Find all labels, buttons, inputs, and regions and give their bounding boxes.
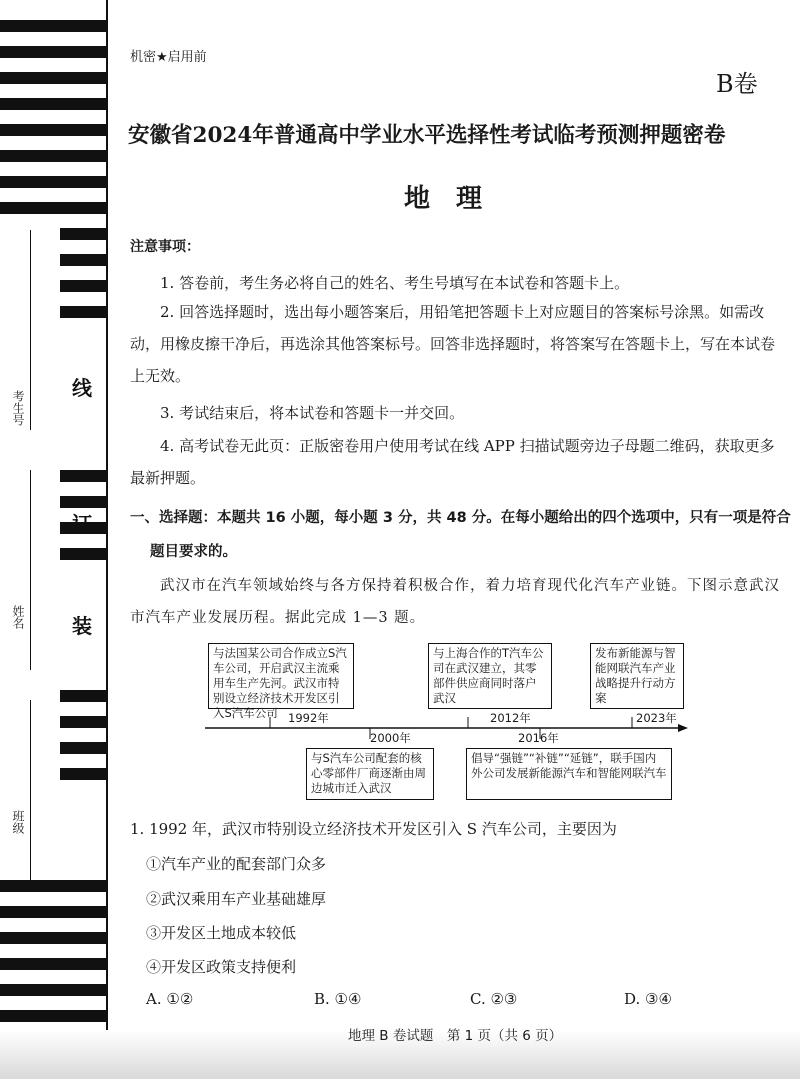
binding-stripe [0, 932, 106, 944]
year-1992: 1992年 [288, 711, 329, 725]
note-item-1: 1. 答卷前，考生务必将自己的姓名、考生号填写在本试卷和答题卡上。 [160, 274, 630, 292]
binding-stripe [60, 280, 106, 292]
binding-rule [30, 470, 31, 670]
binding-stripe [60, 742, 106, 754]
binding-stripe [0, 124, 106, 136]
exam-number-label: 考生号 [11, 390, 25, 426]
year-2016: 2016年 [518, 731, 559, 745]
binding-stripe [60, 228, 106, 240]
event-box-1992: 与法国某公司合作成立S汽车公司，开启武汉主流乘用车生产先河。武汉市特别设立经济技术开发区引入S汽车公司 [208, 643, 354, 709]
question-1-stem: 1. 1992 年，武汉市特别设立经济技术开发区引入 S 汽车公司，主要因为 [130, 820, 617, 838]
intro-line-2: 市汽车产业发展历程。据此完成 1—3 题。 [130, 610, 426, 626]
year-2000: 2000年 [370, 731, 411, 745]
binding-stripe [0, 46, 106, 58]
binding-margin [0, 0, 112, 1079]
note-item-2: 2. 回答选择题时，选出每小题答案后，用铅笔把答题卡上对应题目的答案标号涂黑。如需改动，用橡皮擦干净后，再选涂其他答案标号。回答非选择题时，将答案写在答题卡上，写在本试卷上无效。 [130, 303, 776, 385]
question-1-item-1: ①汽车产业的配套部门众多 [146, 855, 327, 873]
name-label: 姓名 [11, 605, 25, 629]
binding-stripe [0, 984, 106, 996]
event-box-2023: 发布新能源与智能网联汽车产业战略提升行动方案 [590, 643, 684, 709]
binding-stripe [60, 254, 106, 266]
question-1-item-4: ④开发区政策支持便利 [146, 958, 297, 976]
question-1-item-2: ②武汉乘用车产业基础雄厚 [146, 890, 327, 908]
binding-stripe [0, 72, 106, 84]
binding-stripe [0, 176, 106, 188]
event-box-2012: 与上海合作的T汽车公司在武汉建立，其零部件供应商同时落户武汉 [428, 643, 552, 709]
binding-char-bind: 订 [72, 512, 92, 536]
binding-stripe [60, 470, 106, 482]
binding-stripe [0, 202, 106, 214]
binding-stripe [60, 548, 106, 560]
secret-label: 机密★启用前 [130, 50, 207, 65]
paper-version: B卷 [716, 70, 758, 98]
binding-rule [30, 230, 31, 430]
binding-stripe [60, 768, 106, 780]
year-2023: 2023年 [636, 711, 677, 725]
option-b[interactable]: B. ①④ [314, 990, 362, 1008]
binding-stripe [0, 20, 106, 32]
binding-stripe [0, 150, 106, 162]
event-box-2016: 倡导“强链”“补链”“延链”，联手国内外公司发展新能源汽车和智能网联汽车 [466, 748, 672, 800]
class-label: 班级 [11, 810, 25, 834]
note-item-4: 4. 高考试卷无此页：正版密卷用户使用考试在线 APP 扫描试题旁边子母题二维码，获取更多最新押题。 [130, 437, 775, 487]
binding-stripe [60, 690, 106, 702]
notes-heading: 注意事项： [130, 239, 200, 255]
subject-title: 地 理 [404, 184, 483, 214]
event-box-2000: 与S汽车公司配套的核心零部件厂商逐渐由周边城市迁入武汉 [306, 748, 434, 800]
section-heading-cont: 题目要求的。 [150, 544, 237, 560]
section-heading: 一、选择题：本题共 16 小题，每小题 3 分，共 48 分。在每小题给出的四个选项中，只有一项是符合 [130, 510, 791, 526]
exam-title: 安徽省2024年普通高中学业水平选择性考试临考预测押题密卷 [128, 123, 726, 148]
binding-stripe [0, 958, 106, 970]
binding-char-install: 装 [72, 614, 92, 638]
binding-stripe [0, 880, 106, 892]
intro-line-1: 武汉市在汽车领域始终与各方保持着积极合作，着力培育现代化汽车产业链。下图示意武汉 [160, 578, 780, 594]
option-a[interactable]: A. ①② [146, 990, 194, 1008]
year-2012: 2012年 [490, 711, 531, 725]
binding-stripe [0, 1010, 106, 1022]
binding-stripe [0, 98, 106, 110]
binding-stripe [60, 306, 106, 318]
question-1-item-3: ③开发区土地成本较低 [146, 924, 297, 942]
binding-stripe [60, 716, 106, 728]
footer-page-info: 地理 B 卷试题 第 1 页（共 6 页） [348, 1028, 563, 1044]
note-item-3: 3. 考试结束后，将本试卷和答题卡一并交回。 [160, 404, 465, 422]
binding-stripe [0, 906, 106, 918]
binding-rule [30, 700, 31, 880]
option-c[interactable]: C. ②③ [470, 990, 518, 1008]
binding-stripe [60, 496, 106, 508]
option-d[interactable]: D. ③④ [624, 990, 672, 1008]
binding-char-line: 线 [72, 376, 92, 400]
binding-divider [106, 0, 108, 1079]
